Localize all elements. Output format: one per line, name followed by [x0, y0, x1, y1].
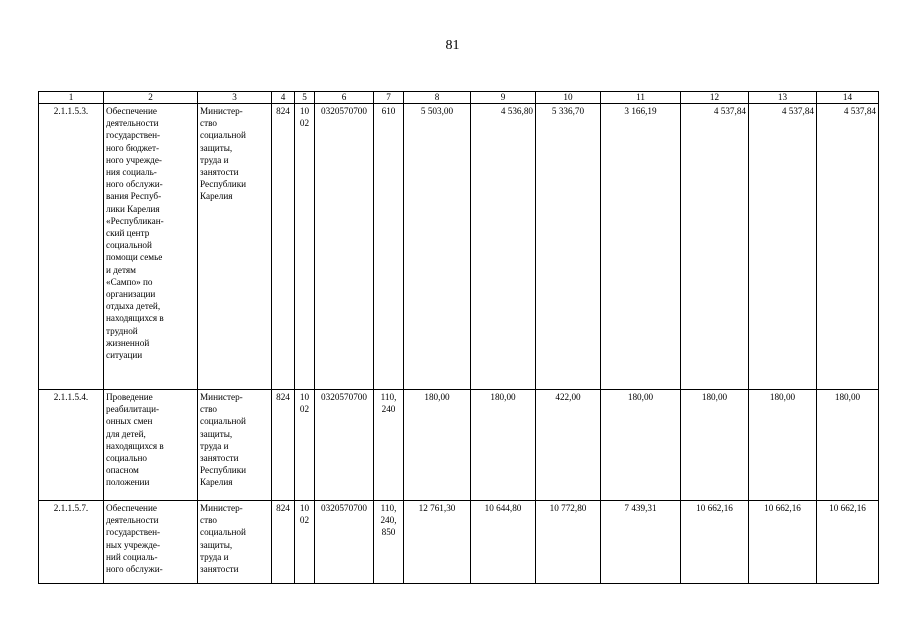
row-code: 2.1.1.5.4.: [39, 390, 104, 501]
table-row: [39, 501, 879, 584]
row-code: 2.1.1.5.7.: [39, 501, 104, 584]
row-value-14: 180,00: [817, 390, 879, 501]
row-grbs: 824: [272, 104, 295, 390]
row-csr: 0320570700: [315, 104, 374, 390]
row-value-12: 180,00: [681, 390, 749, 501]
row-value-14: 4 537,84: [817, 104, 879, 390]
row-rzpr: 10 02: [295, 501, 315, 584]
budget-table: [38, 91, 879, 584]
row-value-10: 5 336,70: [536, 104, 601, 390]
header-col-14: 14: [817, 92, 879, 104]
row-value-14: 10 662,16: [817, 501, 879, 584]
header-col-7: 7: [374, 92, 404, 104]
header-col-1: 1: [39, 92, 104, 104]
header-col-5: 5: [295, 92, 315, 104]
row-value-8: 5 503,00: [404, 104, 471, 390]
row-ministry: Министер- ство социальной защиты, труда и занятости Республики Карелия: [198, 104, 272, 390]
row-ministry: Министер- ство социальной защиты, труда и занятости Республики Карелия: [198, 390, 272, 501]
row-value-10: 422,00: [536, 390, 601, 501]
header-col-3: 3: [198, 92, 272, 104]
row-value-11: 3 166,19: [601, 104, 681, 390]
row-vr: 110, 240, 850: [374, 501, 404, 584]
table-row: [39, 390, 879, 501]
row-grbs: 824: [272, 501, 295, 584]
row-value-11: 180,00: [601, 390, 681, 501]
row-csr: 0320570700: [315, 390, 374, 501]
row-value-9: 4 536,80: [471, 104, 536, 390]
row-code: 2.1.1.5.3.: [39, 104, 104, 390]
header-col-10: 10: [536, 92, 601, 104]
row-rzpr: 10 02: [295, 104, 315, 390]
row-value-10: 10 772,80: [536, 501, 601, 584]
header-row: [39, 92, 879, 104]
page-number: 81: [445, 38, 460, 53]
header-col-13: 13: [749, 92, 817, 104]
row-value-13: 180,00: [749, 390, 817, 501]
row-name: Обеспечение деятельности государствен- ного бюджет- ного учрежде- ния социаль- ного обслужи- вания Респуб- лики Карелия «Республикан- ский центр социальной помощи семье и детям «Сампо» по организации отдыха детей, находящихся в трудной жизненной ситуации: [104, 104, 198, 390]
header-col-12: 12: [681, 92, 749, 104]
header-col-11: 11: [601, 92, 681, 104]
row-value-12: 4 537,84: [681, 104, 749, 390]
row-value-13: 4 537,84: [749, 104, 817, 390]
row-value-9: 10 644,80: [471, 501, 536, 584]
header-col-9: 9: [471, 92, 536, 104]
row-rzpr: 10 02: [295, 390, 315, 501]
header-col-6: 6: [315, 92, 374, 104]
table-row: [39, 104, 879, 390]
header-col-2: 2: [104, 92, 198, 104]
row-value-12: 10 662,16: [681, 501, 749, 584]
row-value-8: 180,00: [404, 390, 471, 501]
row-name: Проведение реабилитаци- онных смен для детей, находящихся в социально опасном положении: [104, 390, 198, 501]
header-col-8: 8: [404, 92, 471, 104]
row-grbs: 824: [272, 390, 295, 501]
row-value-8: 12 761,30: [404, 501, 471, 584]
row-value-11: 7 439,31: [601, 501, 681, 584]
row-value-9: 180,00: [471, 390, 536, 501]
row-vr: 110, 240: [374, 390, 404, 501]
row-value-13: 10 662,16: [749, 501, 817, 584]
header-col-4: 4: [272, 92, 295, 104]
row-vr: 610: [374, 104, 404, 390]
row-csr: 0320570700: [315, 501, 374, 584]
row-name: Обеспечение деятельности государствен- ных учрежде- ний социаль- ного обслужи-: [104, 501, 198, 584]
row-ministry: Министер- ство социальной защиты, труда и занятости: [198, 501, 272, 584]
